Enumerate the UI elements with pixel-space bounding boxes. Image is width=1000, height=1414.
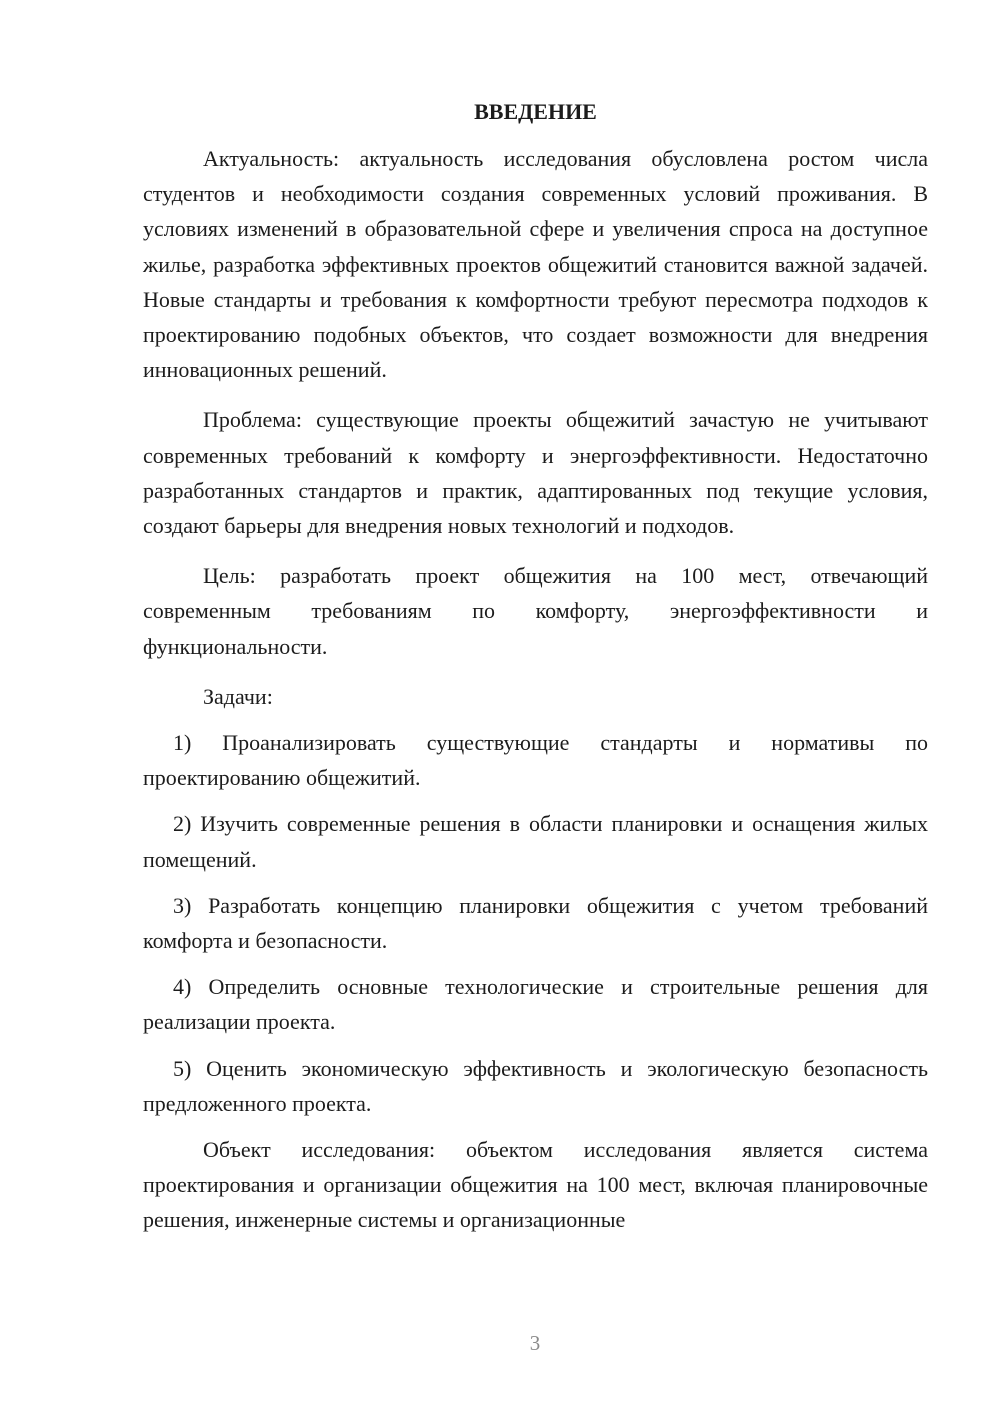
page-number: 3 — [529, 1331, 541, 1355]
paragraph-relevance: Актуальность: актуальность исследования обусловлена ростом числа студентов и необходимости создания современных условий проживания. В условиях изменений в образовательной сфере и увеличения спроса на доступное жилье, разработка эффективных проектов общежитий становится важной задачей. Новые стандарты и требования к комфортности требуют пересмотра подходов к проектированию подобных объектов, что создает возможности для внедрения инновационных решений. — [143, 146, 928, 383]
page-title: ВВЕДЕНИЕ — [474, 99, 597, 124]
paragraph-tasks-heading: Задачи: — [203, 683, 273, 709]
page-content — [143, 96, 928, 1238]
task-item-5: 5) Оценить экономическую эффективность и экологическую безопасность предложенного проекта. — [143, 1055, 928, 1116]
task-item-2: 2) Изучить современные решения в области планировки и оснащения жилых помещений. — [143, 811, 928, 872]
task-item-1: 1) Проанализировать существующие стандарты и нормативы по проектированию общежитий. — [143, 730, 928, 791]
task-item-3: 3) Разработать концепцию планировки общежития с учетом требований комфорта и безопасности. — [143, 892, 928, 954]
paragraph-problem: Проблема: существующие проекты общежитий зачастую не учитывают современных требований к комфорту и энергоэффективности. Недостаточно разработанных стандартов и практик, адаптированных под текущие условия, создают барьеры для внедрения новых технологий и подходов. — [143, 407, 928, 539]
paragraph-goal: Цель: разработать проект общежития на 100 мест, отвечающий современным требованиям по комфорту, энергоэффективности и функциональности. — [143, 563, 928, 659]
task-item-4: 4) Определить основные технологические и строительные решения для реализации проекта. — [143, 974, 928, 1035]
paragraph-research-object: Объект исследования: объектом исследования является система проектирования и организации общежития на 100 мест, включая планировочные решения, инженерные системы и организационные — [143, 1137, 928, 1233]
